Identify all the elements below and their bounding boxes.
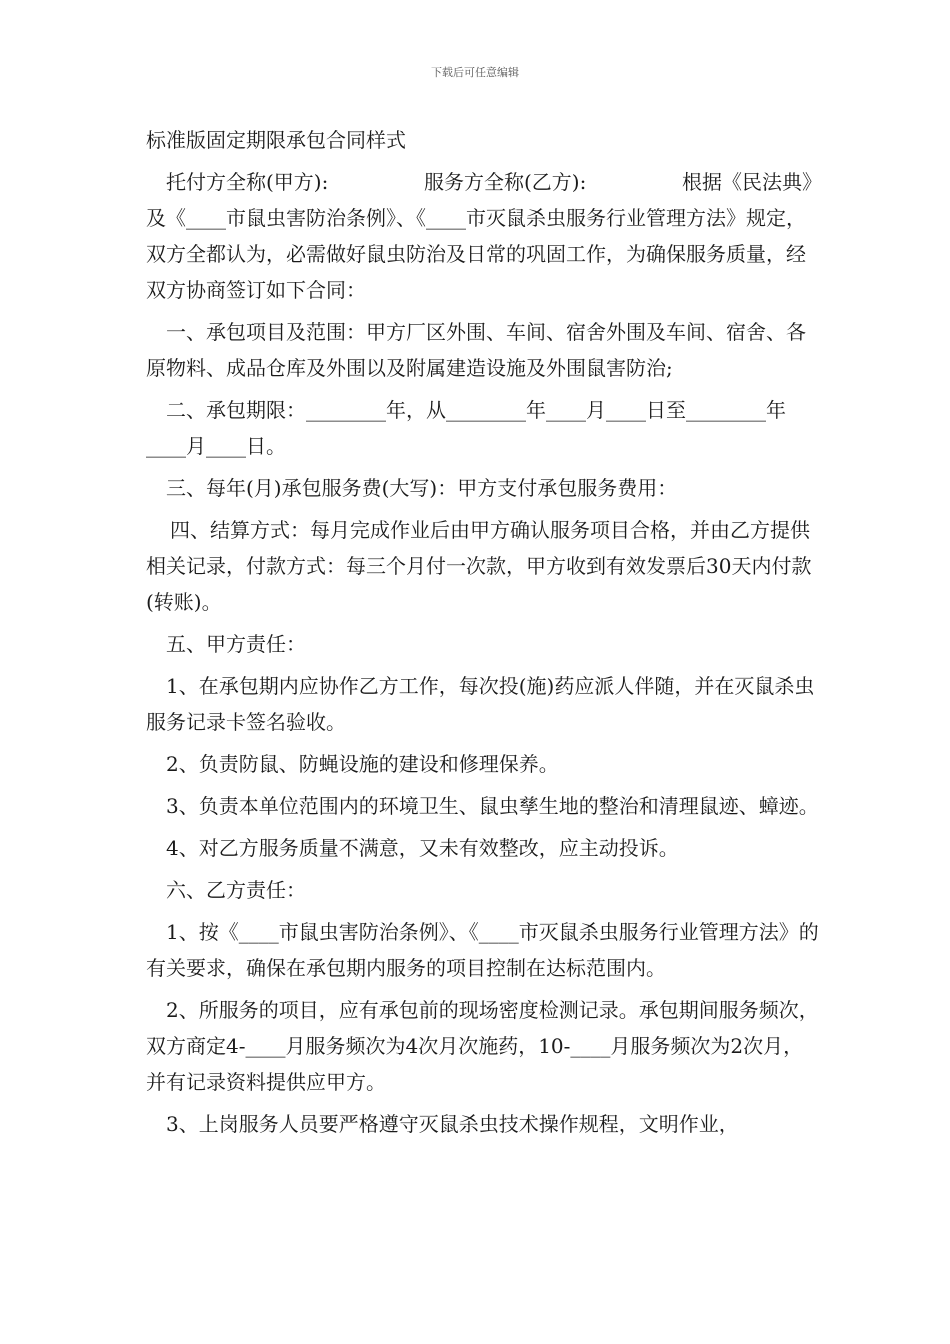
party-a-label: 托付方全称(甲方):	[166, 170, 329, 194]
intro-paragraph: 及《____市鼠虫害防治条例》、《____市灭鼠杀虫服务行业管理方法》规定，双方全都认为，必需做好鼠虫防治及日常的巩固工作，为确保服务质量，经双方协商签订如下合同：	[146, 206, 806, 302]
party-b-duty-1: 1、按《____市鼠虫害防治条例》、《____市灭鼠杀虫服务行业管理方法》的有关要求，确保在承包期内服务的项目控制在达标范围内。	[146, 920, 819, 980]
party-a-duty-2: 2、负责防鼠、防蝇设施的建设和修理保养。	[166, 752, 559, 776]
document-title: 标准版固定期限承包合同样式	[146, 128, 406, 152]
party-a-duty-3: 3、负责本单位范围内的环境卫生、鼠虫孳生地的整治和清理鼠迹、蟑迹。	[166, 794, 819, 818]
section-6-heading: 六、乙方责任：	[166, 878, 306, 902]
party-a-duty-1: 1、在承包期内应协作乙方工作，每次投(施)药应派人伴随，并在灭鼠杀虫服务记录卡签名验收。	[146, 674, 815, 734]
section-4-settlement: 四、结算方式：每月完成作业后由甲方确认服务项目合格，并由乙方提供相关记录，付款方式：每三个月付一次款，甲方收到有效发票后30天内付款(转账)。	[146, 518, 812, 614]
section-1-scope: 一、承包项目及范围：甲方厂区外围、车间、宿舍外围及车间、宿舍、各原物料、成品仓库及外围以及附属建造设施及外围鼠害防治;	[146, 320, 806, 380]
page-header-note: 下载后可任意编辑	[431, 66, 519, 79]
party-a-duty-4: 4、对乙方服务质量不满意，又未有效整改，应主动投诉。	[166, 836, 679, 860]
section-2-term: 二、承包期限：________年，从________年____月____日至________年____月____日。	[146, 398, 786, 458]
intro-start: 根据《民法典》	[682, 170, 822, 194]
party-b-duty-3: 3、上岗服务人员要严格遵守灭鼠杀虫技术操作规程，文明作业，	[166, 1112, 739, 1136]
party-b-duty-2: 2、所服务的项目，应有承包前的现场密度检测记录。承包期间服务频次，双方商定4-____月服务频次为4次月次施药，10-____月服务频次为2次月，并有记录资料提供应甲方。	[146, 998, 819, 1094]
document-body	[146, 122, 822, 1142]
parties-line	[146, 164, 822, 200]
party-b-label: 服务方全称(乙方):	[424, 170, 587, 194]
section-3-fee: 三、每年(月)承包服务费(大写)：甲方支付承包服务费用：	[166, 476, 678, 500]
section-5-heading: 五、甲方责任：	[166, 632, 306, 656]
